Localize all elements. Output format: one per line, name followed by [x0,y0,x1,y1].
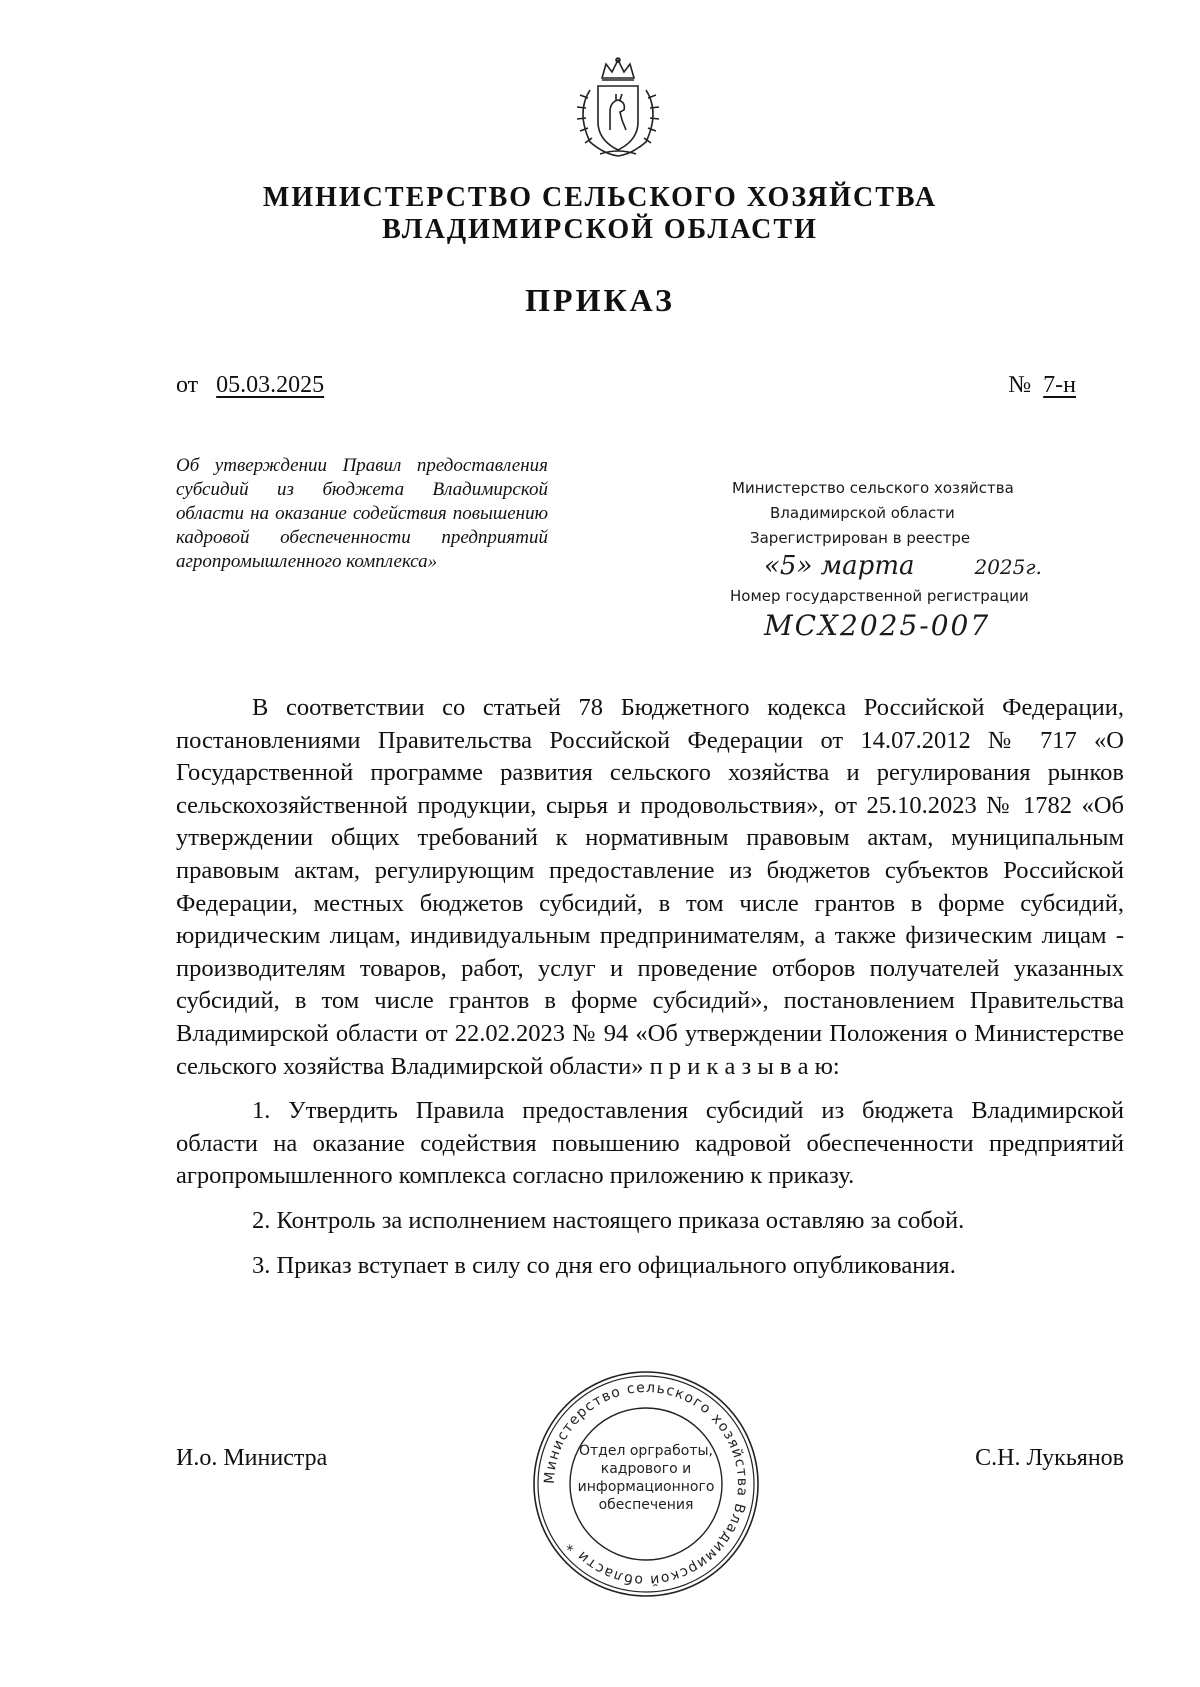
registration-year: 2025г. [974,555,1042,579]
coat-of-arms-icon [560,56,676,160]
registration-date-row [726,551,1088,584]
signatory-position: И.о. Министра [176,1445,328,1471]
number-prefix: № [1008,372,1032,398]
number-field [1008,372,1076,399]
seal-center-text: Отдел оргработы, кадрового и информационного обеспечения [577,1443,715,1513]
date-prefix: от [176,372,199,398]
signatory-name: С.Н. Лукьянов [975,1445,1124,1471]
preamble-paragraph: В соответствии со статьей 78 Бюджетного кодекса Российской Федерации, постановлениями Правительства Российской Федерации от 14.07.2012 № 717 «О Государственной программе развития сельского хозяйства и регулирования рынков сельскохозяйственной продукции, сырья и продовольствия», от 25.10.2023 № 1782 «Об утверждении общих требований к нормативным правовым актам, муниципальным правовым актам, регулирующим предоставление из бюджетов субъектов Российской Федерации, местных бюджетов субсидий, в том числе грантов в форме субсидий, юридическим лицам, индивидуальным предпринимателям, а также физическим лицам - производителям товаров, работ, услуг и проведение отборов получателей указанных субсидий, в том числе грантов в форме субсидий», постановлением Правительства Владимирской области от 22.02.2023 № 94 «Об утверждении Положения о Министерстве сельского хозяйства Владимирской области» п р и к а з ы в а ю: [176,694,1124,1080]
order-item-3: 3. Приказ вступает в силу со дня его официального опубликования. [252,1251,956,1279]
order-item-2: 2. Контроль за исполнением настоящего приказа оставляю за собой. [252,1206,965,1234]
ministry-title-line1: МИНИСТЕРСТВО СЕЛЬСКОГО ХОЗЯЙСТВА [262,182,938,213]
handwritten-registration-date: «5» марта [764,551,915,581]
ministry-title [0,182,1200,246]
order-item-1: 1. Утвердить Правила предоставления субсидий из бюджета Владимирской области на оказание содействия повышению кадровой обеспеченности предприятий агропромышленного комплекса согласно приложению к приказу. [176,1097,1124,1190]
registration-stamp-line4: Номер государственной регистрации [730,587,1029,605]
order-body [176,692,1124,1282]
document-type: ПРИКАЗ [525,282,675,318]
number-value: 7-н [1043,372,1076,398]
registration-stamp [726,476,1088,643]
date-field [176,372,324,399]
handwritten-registration-number: МСХ2025-007 [764,609,991,642]
department-seal [530,1368,762,1600]
registration-stamp-line1: Министерство сельского хозяйства [732,479,1014,497]
registration-stamp-line2: Владимирской области [770,504,955,522]
date-value: 05.03.2025 [216,372,325,398]
seal-ring-text-path: Министерство сельского хозяйства Владимирской области * [541,1379,751,1589]
registration-stamp-line3: Зарегистрирован в реестре [750,529,971,547]
ministry-title-line2: ВЛАДИМИРСКОЙ ОБЛАСТИ [382,214,818,245]
order-subject: Об утверждении Правил предоставления субсидий из бюджета Владимирской области на оказание содействия повышению кадровой обеспеченности предприятий агропромышленного комплекса» [176,455,548,572]
